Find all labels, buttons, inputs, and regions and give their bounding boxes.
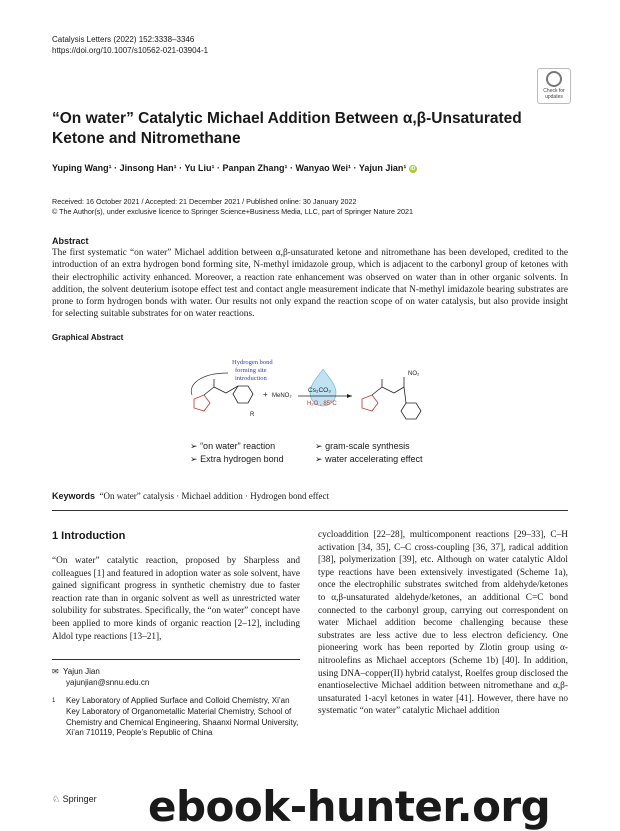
check-for-updates-badge[interactable]: Check for updates [537, 68, 571, 104]
annotation-line-1: Hydrogen bond [232, 359, 273, 366]
plus-sign: + [263, 390, 268, 399]
bullet-item: ➢ “on water” reaction [190, 441, 276, 451]
arrowhead-icon: ➢ [190, 441, 198, 451]
bullet-item: ➢ gram-scale synthesis [315, 441, 410, 451]
affiliation: 1 Key Laboratory of Applied Surface and Colloid Chemistry, Xi’an Key Laboratory of Organometallic Material Chemistry, School of Chemistry and Chemical Engineering, Shaanxi Normal University, Xi’an 710119, People’s Republic of China [52, 696, 299, 738]
intro-column-left: “On water” catalytic reaction, proposed by Sharpless and colleagues [1] and featured in adoption water as sole solvent, have gained significant progress in synthetic chemistry due to faster reaction rate than in organic solvent as well as unrestricted water solubility for substrates. Specifically, the “on water” concept have been applied to more kinds of organic reaction [2–12], including Aldol type reactions [13–21], [52, 556, 300, 642]
reagent-label: MeNO₂ [272, 393, 292, 399]
abstract-text: The first systematic “on water” Michael addition between α,β-unsaturated ketone and nitromethane has been developed, credited to the introduction of an extra hydrogen bond forming site, N-methyl imidazole group, which is adjacent to the carbonyl group of ketones with their electrophilic activity enhanced. Moreover, a reaction rate enhancement was observed on water than in other organic solvents. In addition, the solvent deuterium isotope effect test and contact angle measurement indicate that N-methyl imidazole bearing substrates are prone to form hydrogen bonds with water. Our results not only expand the reaction scope of on water catalysis, but also provide insight for selecting suitable substrates for on water reactions. [52, 248, 568, 320]
corresponding-author: ✉ Yajun Jian yajunjian@snnu.edu.cn [52, 666, 300, 688]
reactant-structure [194, 379, 253, 411]
substituent-label: R [250, 412, 255, 418]
catalyst-label: Cs₂CO₃ [308, 387, 331, 394]
author-list: Yuping Wang¹ · Jinsong Han¹ · Yu Liu¹ · Panpan Zhang¹ · Wanyao Wei¹ · Yajun Jian¹ iD [52, 163, 416, 173]
graphical-abstract-heading: Graphical Abstract [52, 333, 124, 342]
abstract-heading: Abstract [52, 236, 89, 246]
publisher-footer: ♘ Springer [52, 794, 97, 804]
keywords-label: Keywords [52, 491, 96, 501]
divider [52, 510, 568, 511]
annotation-arrow [191, 373, 228, 395]
arrowhead-icon: ➢ [190, 454, 198, 464]
intro-column-right: cycloaddition [22–28], multicomponent reactions [29–33], C–H activation [34, 35], C–C cross-coupling [36, 37], radical addition [38], polymerization [39], etc. Although on water catalytic Aldol type reactions have been extensively investigated (Scheme 1a), once the electrophilic substrates switched from aldehyde/ketones to α,β-unsaturated aldehyde/ketones, an additional C=C bond connected to the carbonyl group, carrying out correspondent on water Michael addition become challenging because these substrates are less active due to less electron deficiency. One pioneering work has been reported by Zlotin group using α-nitroolefins as Michael acceptors (Scheme 1b) [40]. In addition, using DNA–copper(II) hybrid catalyst, Roelfes group disclosed the enantioselective Michael addition between nitromethane and α,β-unsaturated 1-acyl ketones in water [41]. However, there have no systematic “on water” catalytic Michael addition [318, 530, 568, 717]
bullets-right [315, 440, 422, 466]
envelope-icon: ✉ [52, 667, 59, 676]
article-title: “On water” Catalytic Michael Addition Between α,β-Unsaturated Ketone and Nitromethane [52, 110, 522, 147]
journal-header [52, 34, 208, 56]
arrowhead-icon: ➢ [315, 441, 323, 451]
product-nitro-label: NO₂ [408, 371, 420, 377]
author-email[interactable]: yajunjian@snnu.edu.cn [66, 678, 150, 687]
arrowhead-icon: ➢ [315, 454, 323, 464]
check-icon [546, 71, 562, 87]
annotation-line-2: forming site [235, 367, 267, 374]
springer-horse-icon: ♘ [52, 794, 61, 804]
journal-citation: Catalysis Letters (2022) 152:3338–3346 [52, 35, 195, 44]
conditions-label: H₂O , 85°C [307, 401, 337, 407]
bullets-left [190, 440, 284, 466]
footnote-divider [52, 659, 300, 660]
orcid-icon[interactable]: iD [410, 166, 416, 172]
annotation-line-3: introduction [235, 375, 267, 382]
product-structure [362, 377, 421, 419]
watermark-text: ebook-hunter.org [148, 782, 551, 831]
bullet-item: ➢ Extra hydrogen bond [190, 454, 284, 464]
introduction-heading: 1 Introduction [52, 530, 126, 542]
keywords [52, 491, 329, 501]
article-dates: Received: 16 October 2021 / Accepted: 21 December 2021 / Published online: 30 January 2022 © The Author(s), under exclusive licence to Springer Science+Business Media, LLC, part of Springer Nature 2021 [52, 197, 413, 216]
keywords-text: “On water” catalysis · Michael addition · Hydrogen bond effect [99, 491, 330, 501]
bullet-item: ➢ water accelerating effect [315, 454, 423, 464]
doi-link[interactable]: https://doi.org/10.1007/s10562-021-03904-1 [52, 46, 209, 55]
annotation-text [232, 359, 273, 382]
